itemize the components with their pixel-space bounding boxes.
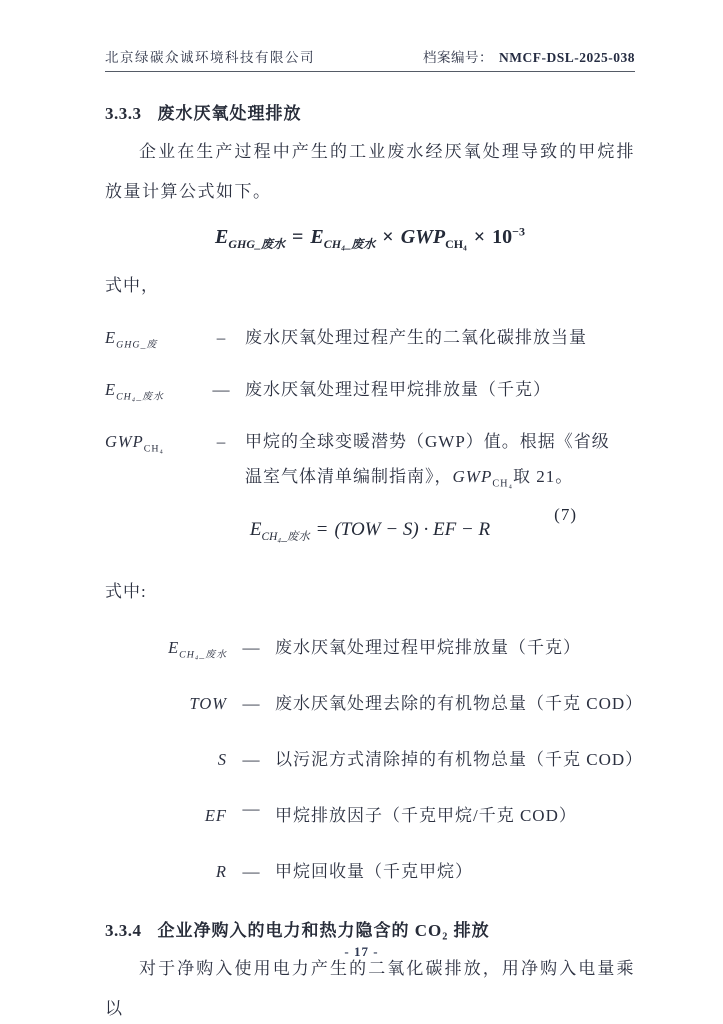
section-title: 废水厌氧处理排放	[157, 104, 302, 123]
variable-subscript: CH₄_废水	[179, 649, 227, 661]
definition-dash: –	[216, 328, 226, 347]
definition-dash: —	[242, 862, 260, 881]
definition-text: 废水厌氧处理过程甲烷排放量（千克）	[245, 380, 551, 399]
paragraph-334: 对于净购入使用电力产生的二氧化碳排放，用净购入电量乘以	[105, 959, 635, 1018]
power-base: 10	[492, 226, 513, 248]
variable-name: S	[217, 750, 227, 769]
variable-subscript: CH₄_废水	[116, 391, 164, 403]
section-number: 3.3.4	[105, 921, 142, 940]
formula-sub-lhs: GHG_废水	[228, 237, 285, 251]
variable-name: R	[215, 862, 227, 881]
definition-row	[105, 857, 635, 882]
definition-row	[105, 689, 644, 714]
definition-text: 甲烷排放因子（千克甲烷/千克 COD）	[275, 806, 577, 825]
page-number: - 17 -	[344, 944, 379, 959]
variable-symbol	[105, 380, 197, 403]
variable-subscript: GHG_废	[116, 339, 158, 351]
section-number: 3.3.3	[105, 104, 142, 123]
definition-text: 甲烷的全球变暖潜势（GWP）值。根据《省级	[245, 432, 610, 451]
equation-number: (7)	[554, 505, 577, 524]
equals-sign: =	[316, 519, 328, 540]
definition-dash: —	[212, 380, 230, 399]
definition-row	[105, 745, 644, 770]
section-heading-334	[105, 916, 635, 941]
paragraph-333: 企业在生产过程中产生的工业废水经厌氧处理导致的甲烷排放量计算公式如下。	[105, 142, 635, 201]
power-exponent: −3	[512, 224, 525, 239]
formula-sub-gwp: CH₄	[445, 237, 467, 251]
definition-dash: —	[242, 750, 260, 769]
variable-name: E	[105, 328, 117, 347]
variable-symbol	[105, 638, 227, 661]
variable-name: TOW	[189, 694, 227, 713]
archive-number	[423, 46, 635, 66]
variable-symbol	[105, 432, 197, 455]
definition-continuation	[245, 462, 635, 490]
archive-code: NMCF-DSL-2025-038	[499, 50, 635, 65]
variable-symbol	[105, 694, 227, 714]
definition-row	[105, 801, 635, 826]
variable-symbol	[105, 328, 197, 351]
section-title: 企业净购入的电力和热力隐含的 CO₂ 排放	[157, 921, 490, 940]
page-content	[105, 99, 644, 1024]
definition-dash: —	[242, 638, 260, 657]
where-intro-2: 式中:	[105, 582, 147, 601]
variable-symbol	[105, 806, 227, 826]
definition-row	[105, 427, 635, 455]
formula-var-gwp: GWP	[400, 226, 446, 248]
definition-dash: —	[242, 694, 260, 713]
continuation-text: 温室气体清单编制指南》，	[245, 467, 453, 486]
definitions-block-2	[105, 633, 644, 882]
company-name: 北京绿碳众诚环境科技有限公司	[105, 50, 315, 65]
inline-variable: GWP	[452, 467, 493, 486]
formula-sub-ech4: CH₄_废水	[323, 237, 376, 251]
formula-var-lhs: E	[249, 519, 262, 540]
formula-ghg	[105, 226, 635, 249]
definition-text: 废水厌氧处理去除的有机物总量（千克 COD）	[275, 694, 644, 713]
definition-row	[105, 323, 635, 351]
definition-text: 以污泥方式清除掉的有机物总量（千克 COD）	[275, 750, 644, 769]
inline-variable-subscript: CH₄	[492, 478, 514, 490]
definition-text: 甲烷回收量（千克甲烷）	[275, 862, 473, 881]
definition-row	[105, 375, 635, 403]
definition-dash: –	[216, 432, 226, 451]
variable-subscript: CH₄	[143, 443, 164, 455]
definition-text: 废水厌氧处理过程甲烷排放量（千克）	[275, 638, 581, 657]
definition-text: 废水厌氧处理过程产生的二氧化碳排放当量	[245, 328, 587, 347]
definition-dash: —	[242, 799, 260, 818]
equals-sign: =	[292, 226, 304, 248]
variable-name: EF	[204, 806, 227, 825]
times-sign-1: ×	[382, 226, 394, 248]
variable-name: E	[168, 638, 180, 657]
variable-symbol	[105, 862, 227, 882]
formula-ch4	[105, 505, 635, 543]
formula-var-ech4: E	[310, 226, 324, 248]
continuation-text-end: 取 21。	[513, 467, 574, 486]
section-heading-333	[105, 99, 635, 124]
definitions-block-1	[105, 323, 635, 490]
variable-symbol	[105, 750, 227, 770]
formula-sub-lhs: CH₄_废水	[261, 530, 310, 543]
formula-rhs: (TOW − S) · EF − R	[334, 519, 491, 540]
definition-row	[105, 633, 635, 661]
where-intro-1: 式中，	[105, 276, 159, 295]
variable-name: E	[105, 380, 117, 399]
times-sign-2: ×	[473, 226, 486, 248]
page-header	[105, 46, 635, 72]
variable-name: GWP	[105, 432, 144, 451]
formula-var-lhs: E	[214, 226, 229, 248]
archive-label: 档案编号：	[423, 50, 493, 65]
